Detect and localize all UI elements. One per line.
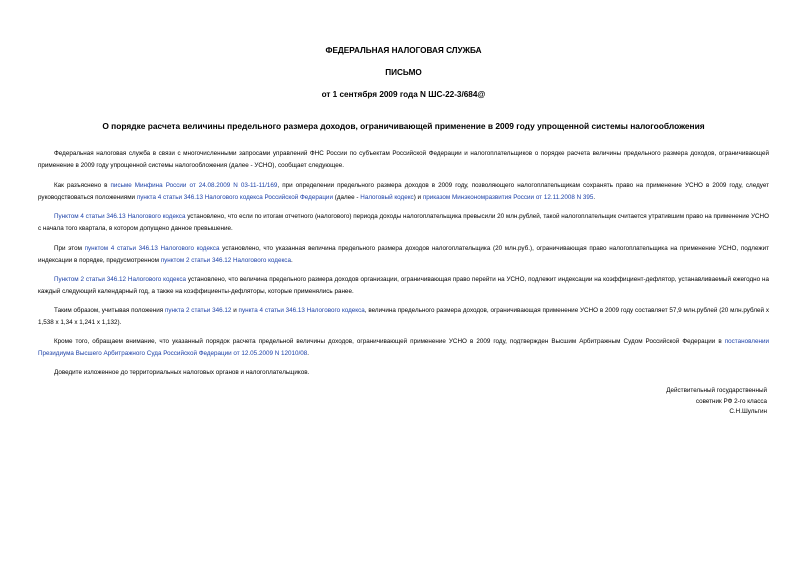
signature-rank-line-2: советник РФ 2-го класса [695,397,767,405]
paragraph-8 [38,367,769,379]
signature-rank-line-1: Действительный государственный [666,387,767,394]
paragraph-text: Таким образом, учитывая положения [54,307,165,314]
link-tax-code-346-12-p2[interactable]: пункта 2 статьи 346.12 [164,307,232,314]
link-tax-code-346-13-p4[interactable]: пункта 4 статьи 346.13 Налогового кодекса [238,307,365,314]
paragraph-4 [38,243,769,267]
paragraph-text: Кроме того, обращаем внимание, что указанный порядок расчета предельной величины доходов, ограничивающей применение УСНО в 2009 году, подтвержден Высшим Арбитражным Судом Российской Федерации в [54,338,725,345]
document-type-heading: ПИСЬМО [385,68,422,77]
paragraph-1 [38,148,769,172]
paragraph-text: Федеральная налоговая служба в связи с многочисленными запросами управлений ФНС России по субъектам Российской Федерации и налогоплательщиков о порядке расчета величины предельного размера доходов, ограничивающей применение в 2009 году упрощенной системы налогообложения (далее - УСНО), сообщает следующее. [38,150,769,169]
link-tax-code[interactable]: Налоговый кодекс [360,194,414,201]
paragraph-6 [38,305,769,329]
link-tax-code-346-12-p2[interactable]: Пунктом 2 статьи 346.12 Налогового кодекса [54,276,187,283]
document-date-number: от 1 сентября 2009 года N ШС-22-3/684@ [321,90,486,99]
paragraph-text: Как разъяснено в [54,182,111,189]
document-title: О порядке расчета величины предельного размера доходов, ограничивающей применение в 2009 году упрощенной системы налогообложения [102,121,705,131]
link-minfin-letter[interactable]: письме Минфина России от 24.08.2009 N 03-11-11/169 [110,182,278,189]
link-tax-code-346-13-p4[interactable]: пунктом 4 статьи 346.13 Налогового кодекса [84,245,220,252]
paragraph-text: , величина предельного размера доходов, ограничивающая применение УСНО в 2009 году составляет 57,9 млн.рублей (20 млн.рублей x 1,538 x 1,34 x 1,241 x 1,132). [38,307,769,326]
paragraph-text: При этом [54,245,85,252]
paragraph-text: . [307,350,310,357]
link-tax-code-346-12-p2[interactable]: пунктом 2 статьи 346.12 Налогового кодекса [160,257,291,264]
agency-heading: ФЕДЕРАЛЬНАЯ НАЛОГОВАЯ СЛУЖБА [325,46,482,55]
link-tax-code-346-13-p4[interactable]: Пунктом 4 статьи 346.13 Налогового кодекса [54,213,186,220]
paragraph-text: и [231,307,239,314]
signature-block [547,386,767,418]
signature-name: С.Н.Шульгин [729,408,767,415]
paragraph-text: ) и [413,194,423,201]
link-tax-code-346-13-p4[interactable]: пункта 4 статьи 346.13 Налогового кодекса Российской Федерации [136,194,333,201]
link-vas-resolution[interactable]: постановлении Президиума Высшего Арбитражного Суда Российской Федерации от 12.05.2009 N 12010/08 [38,338,769,357]
paragraph-text: установлено, что величина предельного размера доходов организации, ограничивающая право перейти на УСНО, подлежит индексации на коэффициент-дефлятор, устанавливаемый ежегодно на каждый следующий календарный год, а также на коэффициенты-дефляторы, которые применялись ранее. [38,276,770,295]
paragraph-2 [38,180,769,204]
paragraph-text: установлено, что если по итогам отчетного (налогового) периода доходы налогоплательщика превысили 20 млн.рублей, такой налогоплательщик считается утратившим право на применение УСНО с начала того квартала, в котором допущено данное превышение. [38,213,769,232]
paragraph-5 [38,274,769,298]
paragraph-text: Доведите изложенное до территориальных налоговых органов и налогоплательщиков. [54,369,310,376]
link-minekonomrazvitiya-order[interactable]: приказом Минэкономразвития России от 12.11.2008 N 395 [422,194,594,201]
paragraph-text: установлено, что указанная величина предельного размера доходов налогоплательщика (20 млн.руб.), ограничивающая право налогоплательщика на применение УСНО, подлежит индексации в порядке, предусмотренном [38,245,769,264]
paragraph-3 [38,211,769,235]
paragraph-text: . [593,194,596,201]
paragraph-text: . [290,257,293,264]
paragraph-text: (далее - [332,194,361,201]
paragraph-7 [38,336,769,360]
paragraph-text: , при определении предельного размера доходов в 2009 году, позволяющего налогоплательщикам сохранять право на применение УСНО в 2009 году, следует руководствоваться положениями [38,182,769,201]
